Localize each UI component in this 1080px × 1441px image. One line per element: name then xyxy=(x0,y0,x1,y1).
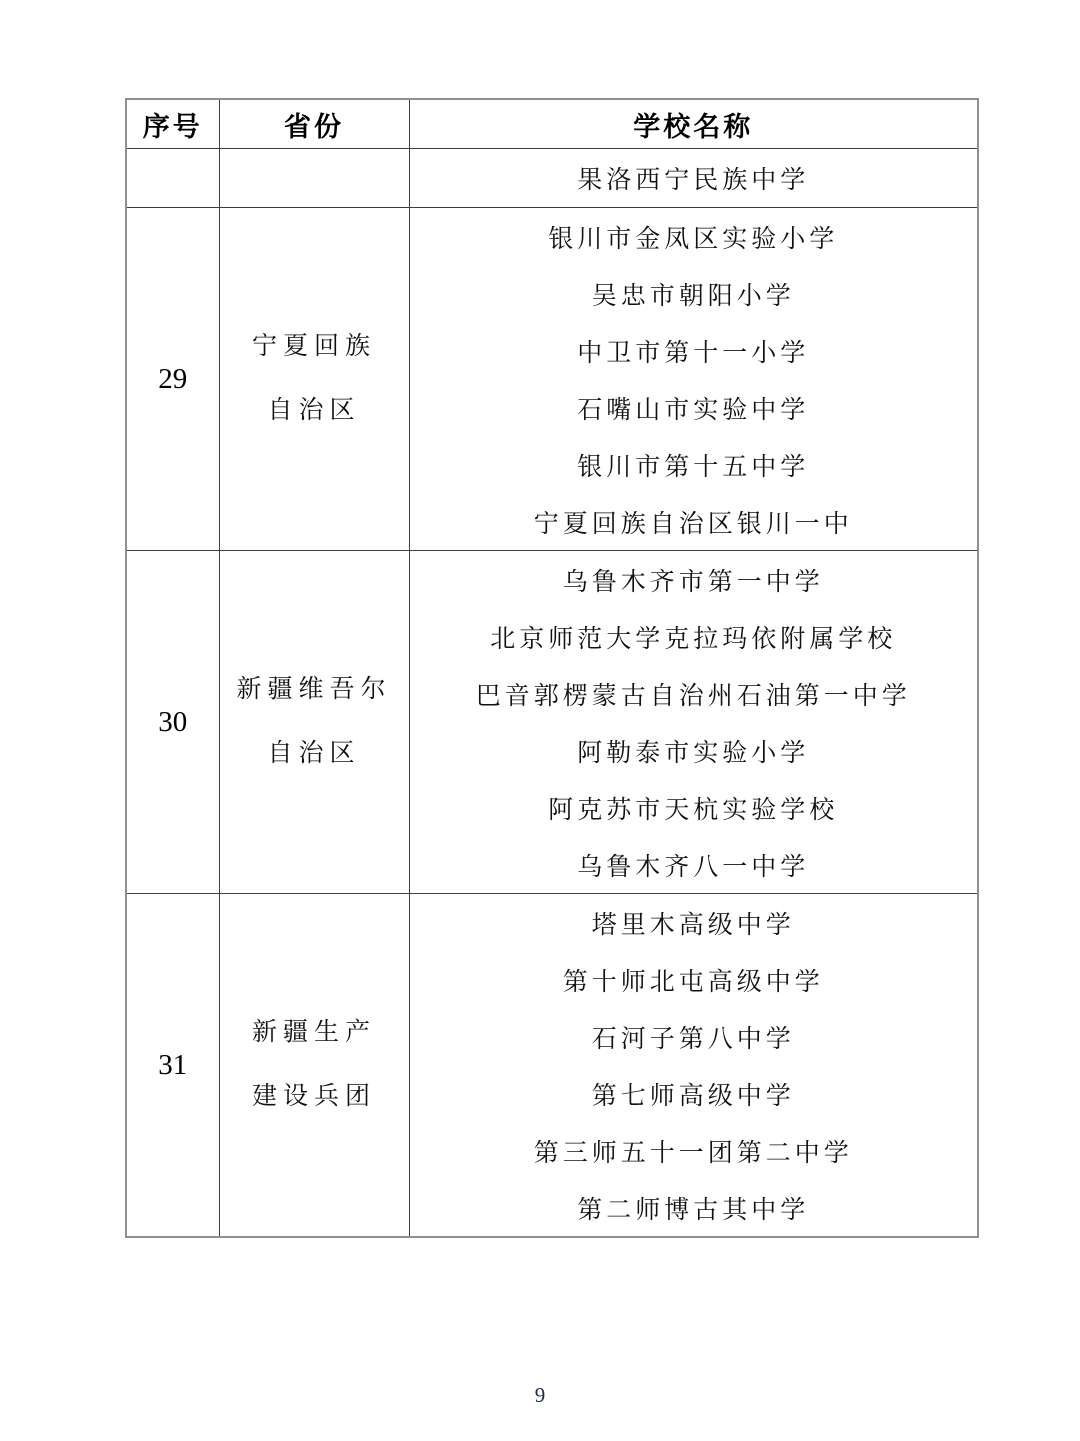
table-row-29 xyxy=(126,208,978,551)
school-name: 宁夏回族自治区银川一中 xyxy=(533,510,853,538)
header-serial-number: 序号 xyxy=(126,99,219,149)
table-header-row xyxy=(126,99,978,149)
school-name: 吴忠市朝阳小学 xyxy=(591,282,795,310)
school-name: 石嘴山市实验中学 xyxy=(577,396,810,424)
school-name: 乌鲁木齐八一中学 xyxy=(577,853,810,881)
school-name: 第十师北屯高级中学 xyxy=(562,968,824,996)
school-name: 中卫市第十一小学 xyxy=(577,339,810,367)
province-cell xyxy=(219,149,409,208)
table-row-continuation xyxy=(126,149,978,208)
province-line: 自治区 xyxy=(267,740,361,767)
province-line: 宁夏回族 xyxy=(251,333,376,360)
school-name: 北京师范大学克拉玛依附属学校 xyxy=(490,625,897,653)
school-name: 第三师五十一团第二中学 xyxy=(533,1139,853,1167)
school-name: 阿克苏市天杭实验学校 xyxy=(548,796,839,824)
school-cell xyxy=(409,894,978,1238)
table-row-31 xyxy=(126,894,978,1238)
school-cell xyxy=(409,208,978,551)
province-cell xyxy=(219,894,409,1238)
serial-cell: 29 xyxy=(126,208,219,551)
serial-cell: 31 xyxy=(126,894,219,1238)
province-line: 建设兵团 xyxy=(251,1083,376,1110)
header-province: 省份 xyxy=(219,99,409,149)
header-school-name: 学校名称 xyxy=(409,99,978,149)
province-line: 自治区 xyxy=(267,397,361,424)
school-name: 第二师博古其中学 xyxy=(577,1196,810,1224)
page-number: 9 xyxy=(534,1383,546,1407)
school-name: 乌鲁木齐市第一中学 xyxy=(562,568,824,596)
school-name: 银川市金凤区实验小学 xyxy=(548,225,839,253)
serial-cell xyxy=(126,149,219,208)
school-cell xyxy=(409,551,978,894)
province-text xyxy=(220,1001,409,1129)
school-name: 巴音郭楞蒙古自治州石油第一中学 xyxy=(475,682,911,710)
school-cell xyxy=(409,149,978,208)
school-name: 石河子第八中学 xyxy=(591,1025,795,1053)
province-cell xyxy=(219,551,409,894)
province-line: 新疆生产 xyxy=(251,1019,376,1046)
serial-cell: 30 xyxy=(126,551,219,894)
province-text xyxy=(220,658,409,786)
school-name: 银川市第十五中学 xyxy=(577,453,810,481)
province-line: 新疆维吾尔 xyxy=(236,676,392,703)
school-name: 阿勒泰市实验小学 xyxy=(577,739,810,767)
school-name: 果洛西宁民族中学 xyxy=(577,167,810,194)
table-row-30 xyxy=(126,551,978,894)
province-cell xyxy=(219,208,409,551)
school-table xyxy=(125,98,979,1238)
school-name: 塔里木高级中学 xyxy=(591,911,795,939)
school-name: 第七师高级中学 xyxy=(591,1082,795,1110)
province-text xyxy=(220,315,409,443)
